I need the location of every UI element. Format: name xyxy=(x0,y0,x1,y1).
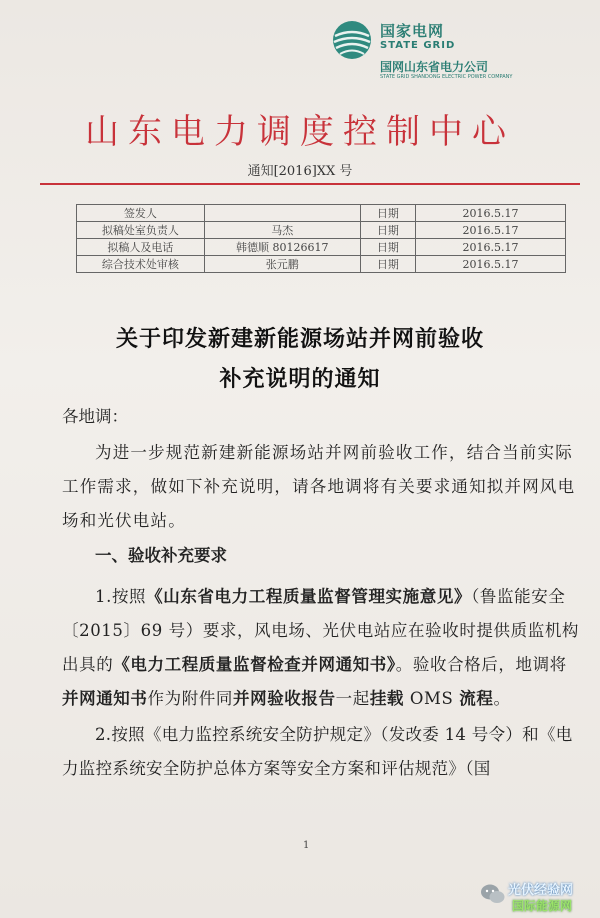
row-name: 马杰 xyxy=(204,222,360,239)
logo-cn-name: 国家电网 xyxy=(380,22,445,40)
requirement-paragraph-1 xyxy=(62,580,582,716)
row-date: 2016.5.17 xyxy=(416,239,566,256)
row-date: 2016.5.17 xyxy=(416,205,566,222)
row-label: 拟稿处室负责人 xyxy=(77,222,205,239)
page-number: 1 xyxy=(303,840,310,851)
text-run: 作为附件同 xyxy=(147,689,233,708)
logo-province-name: 国网山东省电力公司 xyxy=(380,60,489,74)
section-heading: 一、验收补充要求 xyxy=(95,546,227,565)
state-grid-globe-icon xyxy=(330,18,374,62)
bold-run: 《电力工程质量监督检查并网通知书》 xyxy=(113,655,396,674)
watermark-line1: 光伏经验网 xyxy=(508,883,574,898)
requirement-paragraph-2: 2.按照《电力监控系统安全防护规定》（发改委 14 号令）和《电力监控系统安全防护总体方案等安全方案和评估规范》（国 xyxy=(62,725,573,778)
row-date-label: 日期 xyxy=(360,239,415,256)
org-title: 山东电力调度控制中心 xyxy=(85,112,515,152)
wechat-icon xyxy=(480,881,506,907)
bold-run: 《山东省电力工程质量监督管理实施意见》 xyxy=(146,587,472,606)
table-row xyxy=(77,222,566,239)
row-date: 2016.5.17 xyxy=(416,222,566,239)
row-date-label: 日期 xyxy=(360,256,415,273)
text-run: （鲁监能安全〔2015〕69 号）要求，风电场、光伏电站应在验收时提供质监机构出具的 xyxy=(62,587,580,674)
bold-run: 挂载 xyxy=(369,689,405,708)
intro-paragraph: 为进一步规范新建新能源场站并网前验收工作，结合当前实际工作需求，做如下补充说明，请各地调将有关要求通知拟并网风电场和光伏电站。 xyxy=(62,443,576,530)
row-label: 签发人 xyxy=(77,205,205,222)
bold-run: 并网验收报告 xyxy=(233,689,336,708)
text-run: 。 xyxy=(493,689,511,708)
text-run: 1.按照 xyxy=(95,587,147,606)
logo-en-name: STATE GRID xyxy=(380,40,456,51)
row-date-label: 日期 xyxy=(360,222,415,239)
row-name: 韩德顺 80126617 xyxy=(204,239,360,256)
red-divider xyxy=(40,183,580,185)
text-run: OMS xyxy=(404,689,460,708)
row-date: 2016.5.17 xyxy=(416,256,566,273)
bold-run: 流程 xyxy=(459,689,494,708)
state-grid-logo xyxy=(330,18,570,78)
notice-title-line1: 关于印发新建新能源场站并网前验收 xyxy=(115,326,484,352)
sign-off-table xyxy=(76,204,566,273)
table-row xyxy=(77,205,566,222)
watermark-line2: 国际能源网 xyxy=(512,899,573,913)
document-number: 通知[2016]XX 号 xyxy=(247,164,353,179)
row-label: 拟稿人及电话 xyxy=(77,239,205,256)
bold-run: 并网通知书 xyxy=(62,689,148,708)
text-run: 。验收合格后，地调将 xyxy=(395,655,567,674)
notice-title-line2: 补充说明的通知 xyxy=(219,366,381,392)
row-name: 张元鹏 xyxy=(204,256,360,273)
table-row xyxy=(77,239,566,256)
salutation: 各地调： xyxy=(62,407,128,426)
row-date-label: 日期 xyxy=(360,205,415,222)
text-run: 一起 xyxy=(335,689,370,708)
watermark xyxy=(480,877,600,917)
logo-province-en: STATE GRID SHANDONG ELECTRIC POWER COMPANY xyxy=(380,74,513,80)
row-label: 综合技术处审核 xyxy=(77,256,205,273)
row-name xyxy=(204,205,360,222)
table-row xyxy=(77,256,566,273)
